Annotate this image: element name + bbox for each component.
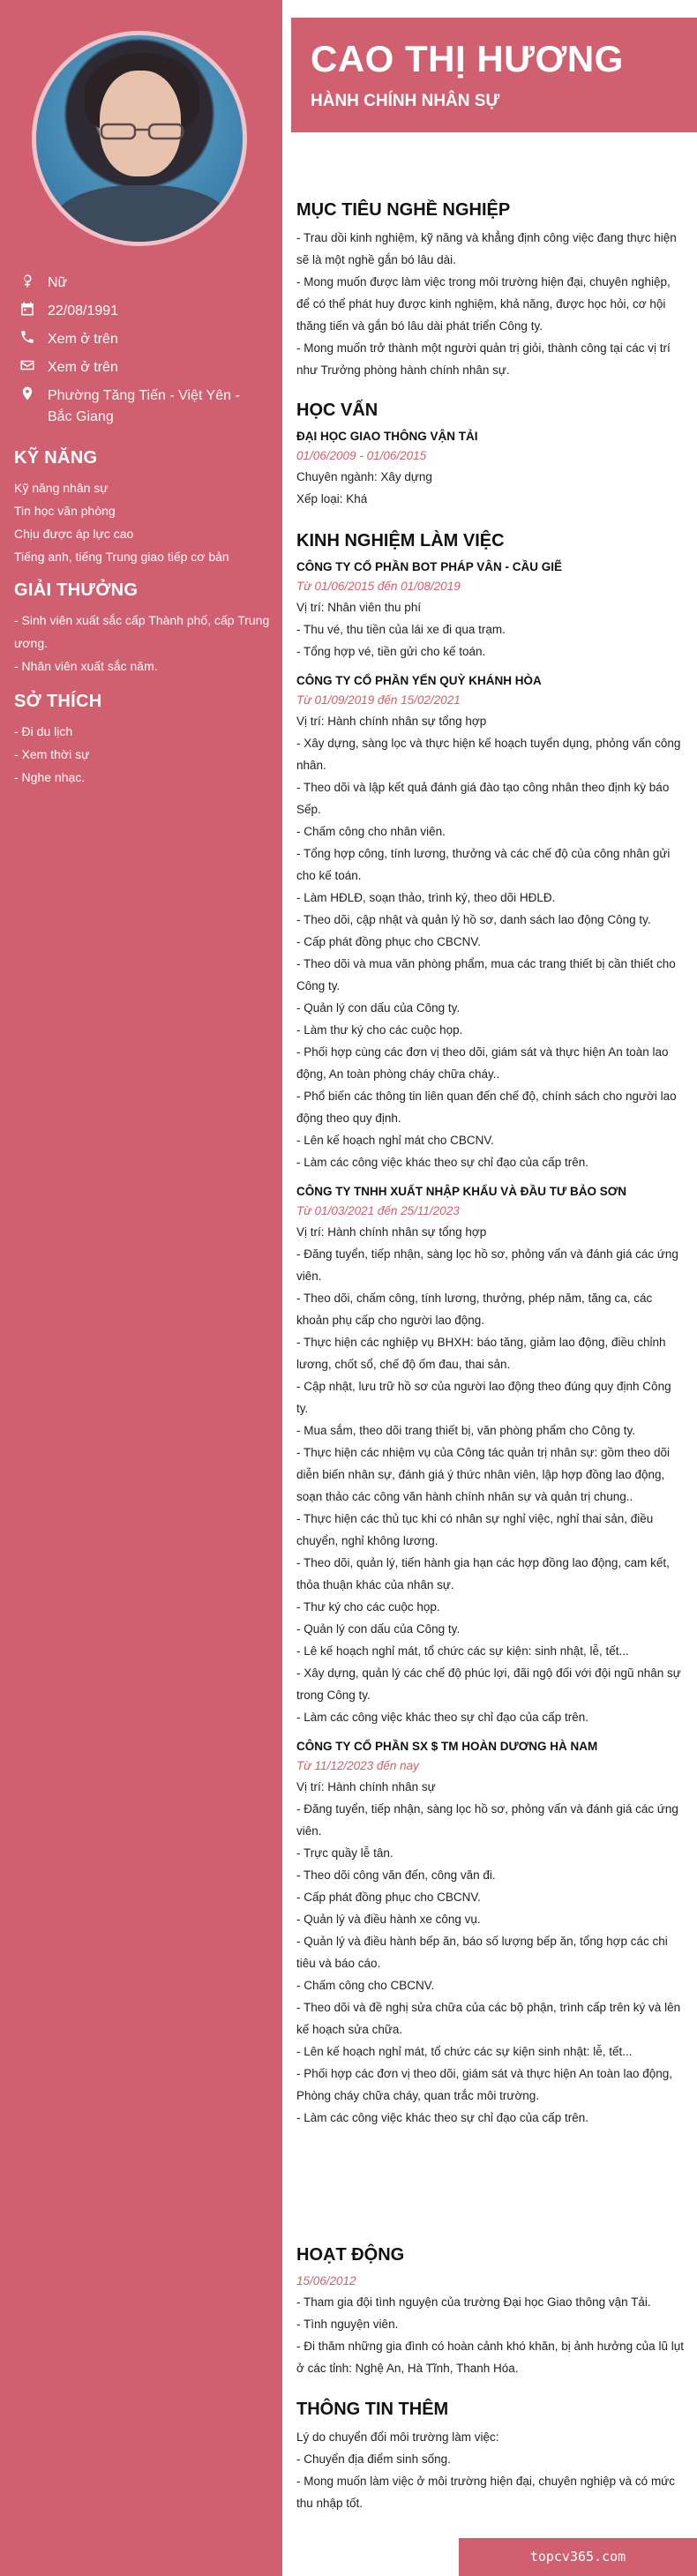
activities-line: - Tham gia đội tình nguyện của trường Đại học Giao thông vận Tải. [296, 2295, 651, 2309]
job-line: - Phối hợp cùng các đơn vị theo dõi, giám sát và thực hiện An toàn lao động, An toàn phòng cháy chữa cháy.. [296, 1045, 669, 1081]
job-line: - Trực quầy lễ tân. [296, 1846, 393, 1860]
award-item: - Nhân viên xuất sắc năm. [14, 659, 158, 673]
job-date: Từ 01/09/2019 đến 15/02/2021 [296, 693, 461, 707]
job-line: - Theo dõi, cập nhật và quản lý hồ sơ, danh sách lao động Công ty. [296, 913, 651, 926]
job-line: - Làm các công việc khác theo sự chỉ đạo của cấp trên. [296, 1711, 588, 1724]
school-name: ĐẠI HỌC GIAO THÔNG VẬN TẢI [296, 430, 478, 443]
awards-heading: GIẢI THƯỞNG [14, 580, 139, 600]
education-heading: HỌC VẤN [296, 401, 378, 420]
objective-section [296, 198, 685, 381]
additional-line: Lý do chuyển đổi môi trường làm việc: [296, 2430, 499, 2444]
job-company: CÔNG TY TNHH XUẤT NHẬP KHẨU VÀ ĐẦU TƯ BẢO SƠN [296, 1185, 626, 1198]
education-line: Xếp loại: Khá [296, 492, 368, 505]
job-line: - Cấp phát đồng phục cho CBCNV. [296, 935, 481, 948]
job-line: - Thực hiện các thủ tục khi có nhân sự nghỉ việc, nghỉ thai sản, điều chuyển, nghỉ không lương. [296, 1512, 654, 1547]
job-date: Từ 11/12/2023 đến nay [296, 1759, 419, 1772]
education-section [296, 399, 685, 510]
skills-heading: KỸ NĂNG [14, 448, 98, 468]
skill-item: Tin học văn phòng [14, 504, 116, 518]
activities-section [296, 2243, 685, 2379]
objective-line: - Mong muốn được làm việc trong môi trường hiện đại, chuyên nghiệp, để có thể phát huy được kinh nghiệm, khả năng, được học hỏi, cơ hội thăng tiến và gắn bó lâu dài phát triển Công ty. [296, 275, 671, 333]
job-line: - Lê kế hoạch nghỉ mát, tổ chức các sự kiện: sinh nhật, lễ, tết... [296, 1644, 629, 1658]
dob-text: 22/08/1991 [48, 303, 119, 318]
email-icon [19, 357, 41, 378]
job-line: - Xây dựng, sàng lọc và thực hiện kế hoạch tuyển dụng, phỏng vấn công nhân. [296, 737, 681, 772]
job-line: - Theo dõi, chấm công, tính lương, thưởng, phép năm, tăng ca, các khoản phụ cấp cho người lao động. [296, 1292, 653, 1327]
job-line: - Chấm công cho CBCNV. [296, 1979, 435, 1992]
address-text: Phường Tăng Tiến - Việt Yên - Bắc Giang [48, 388, 240, 424]
email-text: Xem ở trên [48, 360, 118, 375]
job-line: - Theo dõi và mua văn phòng phẩm, mua các trang thiết bị cần thiết cho Công ty. [296, 957, 676, 992]
objective-line: - Trau dồi kinh nghiệm, kỹ năng và khẳng định công việc đang thực hiện sẽ là một nghề gắn bó lâu dài. [296, 231, 677, 266]
hobbies-list [14, 720, 270, 789]
job-entry [296, 1737, 685, 2129]
job-line: - Cập nhật, lưu trữ hồ sơ của người lao động theo đúng quy định Công ty. [296, 1380, 671, 1415]
experience-section [296, 529, 685, 2129]
activities-heading: HOẠT ĐỘNG [296, 2245, 405, 2265]
job-line: - Phối hợp các đơn vị theo dõi, giám sát và thực hiện An toàn lao động, Phòng cháy chữa cháy, quan trắc môi trường. [296, 2067, 673, 2102]
footer-watermark: topcv365.com [459, 2538, 697, 2576]
job-line: - Thực hiện các nghiệp vụ BHXH: báo tăng, giảm lao động, điều chỉnh lương, chốt sổ, chế độ ốm đau, thai sản. [296, 1336, 666, 1371]
job-line: Vị trí: Hành chính nhân sự tổng hợp [296, 1225, 487, 1239]
job-line: - Làm HĐLĐ, soạn thảo, trình ký, theo dõi HĐLĐ. [296, 891, 556, 904]
job-company: CÔNG TY CỔ PHẦN BOT PHÁP VÂN - CẦU GIẼ [296, 560, 563, 573]
hobby-item: - Đi du lịch [14, 724, 73, 738]
job-date: Từ 01/06/2015 đến 01/08/2019 [296, 580, 461, 593]
main-content [282, 0, 697, 2576]
additional-info-section [296, 2398, 685, 2514]
job-date: Từ 01/03/2021 đến 25/11/2023 [296, 1204, 460, 1217]
education-line: Chuyên ngành: Xây dựng [296, 470, 432, 483]
contact-address [19, 386, 266, 428]
award-item: - Sinh viên xuất sắc cấp Thành phố, cấp Trung ương. [14, 613, 270, 650]
job-line: - Lên kế hoạch nghỉ mát cho CBCNV. [296, 1134, 494, 1147]
calendar-icon [19, 301, 41, 322]
job-line: Vị trí: Nhân viên thu phí [296, 601, 422, 614]
job-line: - Theo dõi công văn đến, công văn đi. [296, 1868, 496, 1882]
job-entry [296, 1182, 685, 1728]
job-company: CÔNG TY CỔ PHẦN YẾN QUỲ KHÁNH HÒA [296, 674, 542, 687]
candidate-role: HÀNH CHÍNH NHÂN SỰ [311, 92, 500, 110]
gender-icon [19, 273, 41, 294]
job-line: - Thu vé, thu tiền của lái xe đi qua trạm. [296, 623, 506, 636]
activities-date: 15/06/2012 [296, 2274, 356, 2288]
job-line: - Theo dõi và lập kết quả đánh giá đào tạo công nhân theo định kỳ báo Sếp. [296, 781, 670, 816]
awards-list [14, 609, 270, 678]
job-line: - Tổng hợp công, tính lương, thưởng và các chế độ của công nhân gửi cho kế toán. [296, 847, 671, 882]
job-company: CÔNG TY CỔ PHẦN SX $ TM HOÀN DƯƠNG HÀ NAM [296, 1740, 598, 1753]
job-line: - Làm các công việc khác theo sự chỉ đạo của cấp trên. [296, 2111, 588, 2124]
job-line: - Tổng hợp vé, tiền gửi cho kế toán. [296, 645, 486, 658]
location-pin-icon [19, 386, 41, 407]
job-line: - Xây dựng, quản lý các chế độ phúc lợi, đãi ngộ đối với đội ngũ nhân sự trong Công ty. [296, 1666, 681, 1702]
job-line: - Quản lý và điều hành bếp ăn, báo số lượng bếp ăn, tổng hợp các chi tiêu và báo cáo. [296, 1935, 668, 1970]
job-line: Vị trí: Hành chính nhân sự tổng hợp [296, 715, 487, 728]
job-line: - Theo dõi và đề nghị sửa chữa của các bộ phận, trình cấp trên ký và lên kế hoạch sửa chữa. [296, 2001, 681, 2036]
contact-phone [19, 329, 266, 350]
skill-item: Chịu được áp lực cao [14, 527, 134, 541]
contact-email [19, 357, 266, 378]
contact-gender [19, 273, 266, 294]
job-line: - Quản lý con dấu của Công ty. [296, 1622, 461, 1636]
job-line: - Phổ biến các thông tin liên quan đến chế độ, chính sách cho người lao động theo quy định. [296, 1090, 677, 1125]
job-line: - Làm thư ký cho các cuộc họp. [296, 1023, 463, 1037]
candidate-name: CAO THỊ HƯƠNG [311, 38, 624, 79]
job-line: - Thư ký cho các cuộc họp. [296, 1600, 440, 1614]
phone-text: Xem ở trên [48, 332, 118, 347]
contact-dob [19, 301, 266, 322]
skills-list [14, 476, 270, 568]
additional-line: - Mong muốn làm việc ở môi trường hiện đại, chuyên nghiệp và có mức thu nhập tốt. [296, 2475, 675, 2510]
activities-line: - Tình nguyện viên. [296, 2318, 399, 2331]
hobby-item: - Xem thời sự [14, 747, 90, 761]
job-line: - Lên kế hoạch nghỉ mát, tổ chức các sự kiện sinh nhật: lễ, tết... [296, 2045, 633, 2058]
job-line: - Làm các công việc khác theo sự chỉ đạo của cấp trên. [296, 1156, 588, 1169]
phone-icon [19, 329, 41, 350]
activities-line: - Đi thăm những gia đình có hoàn cảnh khó khăn, bị ảnh hưởng của lũ lụt ở các tỉnh: Nghệ An, Hà Tĩnh, Thanh Hóa. [296, 2340, 684, 2375]
skill-item: Tiếng anh, tiếng Trung giao tiếp cơ bản [14, 550, 229, 564]
hobby-item: - Nghe nhạc. [14, 770, 86, 784]
name-header [291, 18, 697, 132]
job-line: - Cấp phát đồng phục cho CBCNV. [296, 1891, 481, 1904]
job-line: - Đăng tuyển, tiếp nhận, sàng lọc hồ sơ, phỏng vấn và đánh giá các ứng viên. [296, 1247, 678, 1283]
objective-heading: MỤC TIÊU NGHỀ NGHIỆP [296, 200, 511, 220]
job-line: - Quản lý con dấu của Công ty. [296, 1001, 461, 1015]
additional-info-heading: THÔNG TIN THÊM [296, 2400, 449, 2419]
additional-line: - Chuyển địa điểm sinh sống. [296, 2452, 451, 2466]
sidebar [0, 0, 282, 2576]
job-entry [296, 558, 685, 663]
objective-line: - Mong muốn trở thành một người quản trị giỏi, thành công tại các vị trí như Trưởng phòng hành chính nhân sự. [296, 341, 671, 377]
job-line: - Đăng tuyển, tiếp nhận, sàng lọc hồ sơ, phỏng vấn và đánh giá các ứng viên. [296, 1802, 678, 1838]
job-line: - Quản lý và điều hành xe công vụ. [296, 1913, 481, 1926]
hobbies-heading: SỞ THÍCH [14, 692, 102, 711]
job-line: Vị trí: Hành chính nhân sự [296, 1780, 436, 1793]
skill-item: Kỹ năng nhân sự [14, 481, 109, 495]
job-line: - Thực hiện các nhiệm vụ của Công tác quản trị nhân sự: gồm theo dõi diễn biến nhân sự, đánh giá ý thức nhân viên, lập hợp đồng lao động, soạn thảo các công văn hành chính nhân sự và quản trị chung.. [296, 1446, 671, 1503]
education-date: 01/06/2009 - 01/06/2015 [296, 449, 427, 462]
experience-heading: KINH NGHIỆM LÀM VIỆC [296, 531, 505, 550]
profile-photo [32, 31, 247, 246]
job-line: - Theo dõi, quản lý, tiến hành gia hạn các hợp đồng lao động, cam kết, thỏa thuận khác của nhân sự. [296, 1556, 670, 1591]
job-line: - Mua sắm, theo dõi trang thiết bị, văn phòng phẩm cho Công ty. [296, 1424, 635, 1437]
job-entry [296, 671, 685, 1173]
job-line: - Chấm công cho nhân viên. [296, 825, 446, 838]
gender-text: Nữ [48, 275, 68, 290]
